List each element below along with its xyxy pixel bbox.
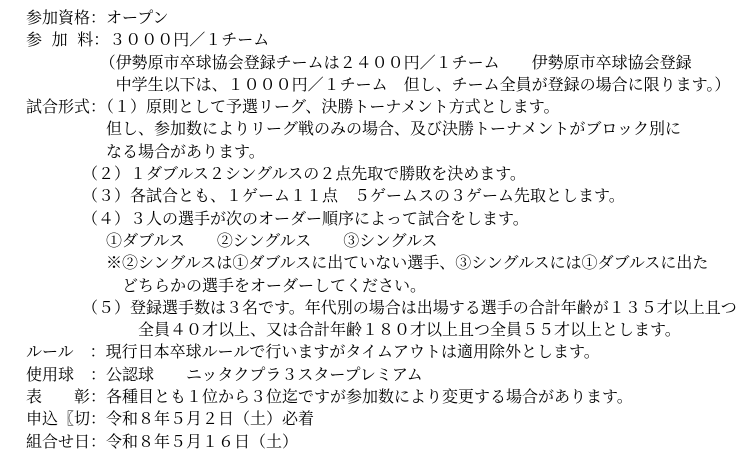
line-match-format-1-cont-2: なる場合があります。 xyxy=(26,141,265,161)
line-awards: 表 彰：各種目とも１位から３位迄ですが参加数により変更する場合があります。 xyxy=(26,387,633,407)
line-official-ball: 使用球 ：公認球 ニッタクプラ３スタープレミアム xyxy=(26,364,423,384)
line-entry-fee: 参 加 料：３０００円／１チーム xyxy=(26,30,270,50)
line-match-format-3: （３）各試合とも、１ゲーム１１点 ５ゲームスの３ゲーム先取とします。 xyxy=(26,186,625,206)
line-match-format-4-order: ①ダブルス ②シングルス ③シングルス xyxy=(26,230,438,250)
line-match-format-2: （２）１ダブルス２シングルスの２点先取で勝敗を決めます。 xyxy=(26,164,526,184)
line-match-format-4-note-2: どちらかの選手をオーダーしてください。 xyxy=(26,275,427,295)
line-match-format-4: （４）３人の選手が次のオーダー順序によって試合をします。 xyxy=(26,208,529,228)
line-application-deadline: 申込〖切：令和８年５月２日（土）必着 xyxy=(26,409,315,429)
line-match-format-5-cont: 全員４０才以上、又は合計年齢１８０才以上且つ全員５５才以上とします。 xyxy=(26,320,681,340)
line-match-format-4-note-1: ※②シングルスは①ダブルスに出ていない選手、③シングルスには①ダブルスに出た xyxy=(26,253,709,273)
line-draw-date: 組合せ日：令和８年５月１６日（土） xyxy=(26,431,299,451)
line-match-format-1-cont-1: 但し、参加数によりリーグ戦のみの場合、及び決勝トーナメントがブロック別に xyxy=(26,119,682,139)
line-entry-fee-note-2: 中学生以下は、１０００円／１チーム 但し、チーム全員が登録の場合に限ります。） xyxy=(26,74,731,94)
line-rules: ルール ：現行日本卒球ルールで行いますがタイムアウトは適用除外とします。 xyxy=(26,342,600,362)
line-entry-fee-note-1: （伊勢原市卒球協会登録チームは２４００円／１チーム 伊勢原市卒球協会登録 xyxy=(26,52,692,72)
line-participation-eligibility: 参加資格：オープン xyxy=(26,8,169,27)
line-match-format-5: （５）登録選手数は３名です。年代別の場合は出場する選手の合計年齢が１３５才以上且つ xyxy=(26,297,737,317)
line-match-format-1: 試合形式：（１）原則として予選リーグ、決勝トーナメント方式とします。 xyxy=(26,97,560,117)
